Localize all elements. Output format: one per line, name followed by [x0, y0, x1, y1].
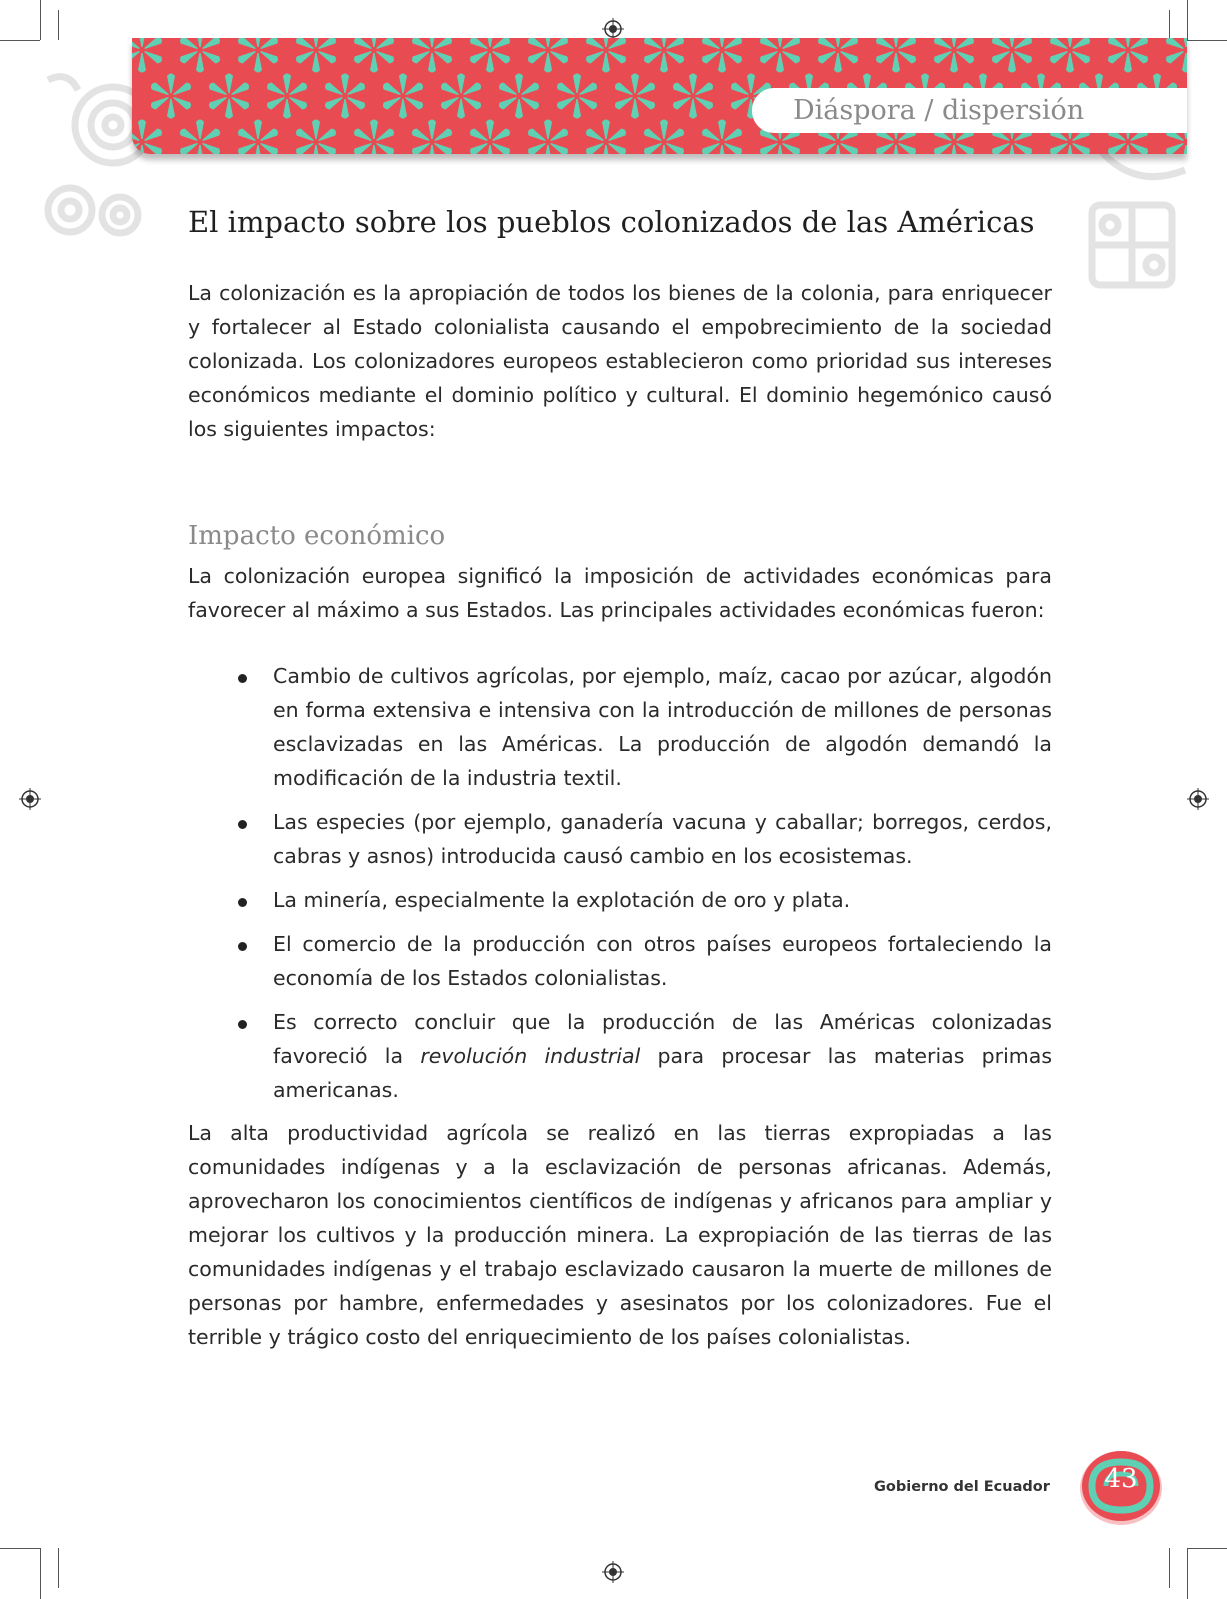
list-item-text — [273, 1010, 1052, 1102]
registration-mark-icon — [602, 1561, 624, 1583]
flower-motif — [353, 120, 396, 155]
spiral-ornament-icon — [1080, 150, 1190, 300]
list-item-text-part: para procesar las materias primas americanas. — [273, 1044, 1052, 1102]
flower-motif — [237, 38, 280, 73]
closing-paragraph: La alta productividad agrícola se realizó en las tierras expropiadas a las comunidades indígenas y a la esclavización de personas africanas. Además, aprovecharon los conocimientos científicos de indígenas y africanos para ampliar y mejorar los cultivos y la producción minera. La expropiación de las tierras de las comunidades indígenas y el trabajo esclavizado causaron la muerte de millones de personas por hambre, enfermedades y asesinatos por los colonizadores. Fue el terrible y trágico costo del enriquecimiento de los países colonialistas. — [188, 1121, 1052, 1349]
list-item — [188, 1005, 1052, 1107]
intro-paragraph: La colonización es la apropiación de todos los bienes de la colonia, para enriquecer y fortalecer al Estado colonialista causando el empobrecimiento de la sociedad colonizada. Los colonizadores europeos establecieron como prioridad sus intereses económicos mediante el dominio político y cultural. El dominio hegemónico causó los siguientes impactos: — [188, 281, 1052, 441]
flower-motif — [353, 38, 396, 73]
flower-motif — [237, 120, 280, 155]
flower-motif — [295, 120, 338, 155]
flower-motif — [179, 38, 222, 73]
crop-mark — [40, 1548, 41, 1599]
flower-motif — [469, 38, 512, 73]
flower-motif — [643, 120, 686, 155]
bullet-icon — [238, 898, 247, 907]
flower-motif — [1165, 38, 1187, 73]
flower-motif — [295, 38, 338, 73]
crop-mark — [1187, 1548, 1188, 1599]
sub-intro-paragraph: La colonización europea significó la imposición de actividades económicas para favorecer al máximo a sus Estados. Las principales actividades económicas fueron: — [188, 564, 1052, 622]
crop-mark — [58, 10, 59, 40]
flower-motif — [991, 38, 1034, 73]
flower-motif — [324, 74, 367, 119]
registration-mark-icon — [1187, 788, 1209, 810]
publisher-label: Gobierno del Ecuador — [874, 1479, 1050, 1495]
flower-motif — [701, 38, 744, 73]
section-subtitle: Impacto económico — [188, 521, 446, 551]
flower-motif — [556, 74, 599, 119]
page-number: 43 — [1104, 1464, 1138, 1494]
list-item-text: La minería, especialmente la explotación de oro y plata. — [273, 888, 851, 912]
flower-motif — [132, 120, 163, 155]
list-item-text: Cambio de cultivos agrícolas, por ejemplo, maíz, cacao por azúcar, algodón en forma extensiva e intensiva con la introducción de millones de personas esclavizadas en las Américas. La producción de algodón demandó la modificación de la industria textil. — [273, 664, 1052, 790]
flower-motif — [179, 120, 222, 155]
list-item-text-part: Es correcto concluir que la producción de las Américas colonizadas favoreció la — [273, 1010, 1052, 1068]
crop-mark — [0, 1548, 40, 1549]
crop-mark — [1169, 1548, 1170, 1588]
flower-motif — [498, 74, 541, 119]
flower-motif — [585, 120, 628, 155]
crop-mark — [1187, 1548, 1227, 1549]
list-item — [188, 927, 1052, 995]
flower-motif — [382, 74, 425, 119]
list-item-text: El comercio de la producción con otros países europeos fortaleciendo la economía de los Estados colonialistas. — [273, 932, 1052, 990]
flower-motif — [1049, 38, 1092, 73]
flower-motif — [672, 74, 715, 119]
flower-motif — [266, 74, 309, 119]
flower-motif — [701, 120, 744, 155]
crop-mark — [1187, 40, 1227, 41]
flower-motif — [1107, 38, 1150, 73]
flower-motif — [150, 74, 193, 119]
crop-mark — [1169, 10, 1170, 40]
list-item — [188, 659, 1052, 795]
section-label: Diáspora / dispersión — [793, 95, 1085, 126]
flower-motif — [440, 74, 483, 119]
list-item — [188, 883, 1052, 917]
flower-motif — [132, 38, 163, 73]
crop-mark — [1187, 0, 1188, 40]
crop-mark — [0, 40, 40, 41]
flower-motif — [208, 74, 251, 119]
italic-term: revolución industrial — [420, 1044, 641, 1068]
flower-motif — [469, 120, 512, 155]
flower-motif — [527, 120, 570, 155]
flower-motif — [933, 38, 976, 73]
flower-motif — [643, 38, 686, 73]
bullet-icon — [238, 674, 247, 683]
flower-motif — [759, 38, 802, 73]
bullet-icon — [238, 820, 247, 829]
crop-mark — [58, 1548, 59, 1588]
bullet-icon — [238, 1020, 247, 1029]
flower-motif — [585, 38, 628, 73]
flower-motif — [411, 120, 454, 155]
bullet-icon — [238, 942, 247, 951]
registration-mark-icon — [602, 18, 624, 40]
registration-mark-icon — [19, 788, 41, 810]
flower-motif — [411, 38, 454, 73]
list-item — [188, 805, 1052, 873]
page-title: El impacto sobre los pueblos colonizados de las Américas — [188, 205, 1035, 239]
crop-mark — [40, 0, 41, 40]
activities-list — [188, 659, 1052, 1117]
flower-motif — [614, 74, 657, 119]
list-item-text: Las especies (por ejemplo, ganadería vacuna y caballar; borregos, cerdos, cabras y asnos) introducida causó cambio en los ecosistemas. — [273, 810, 1052, 868]
flower-motif — [817, 38, 860, 73]
flower-motif — [527, 38, 570, 73]
flower-motif — [875, 38, 918, 73]
